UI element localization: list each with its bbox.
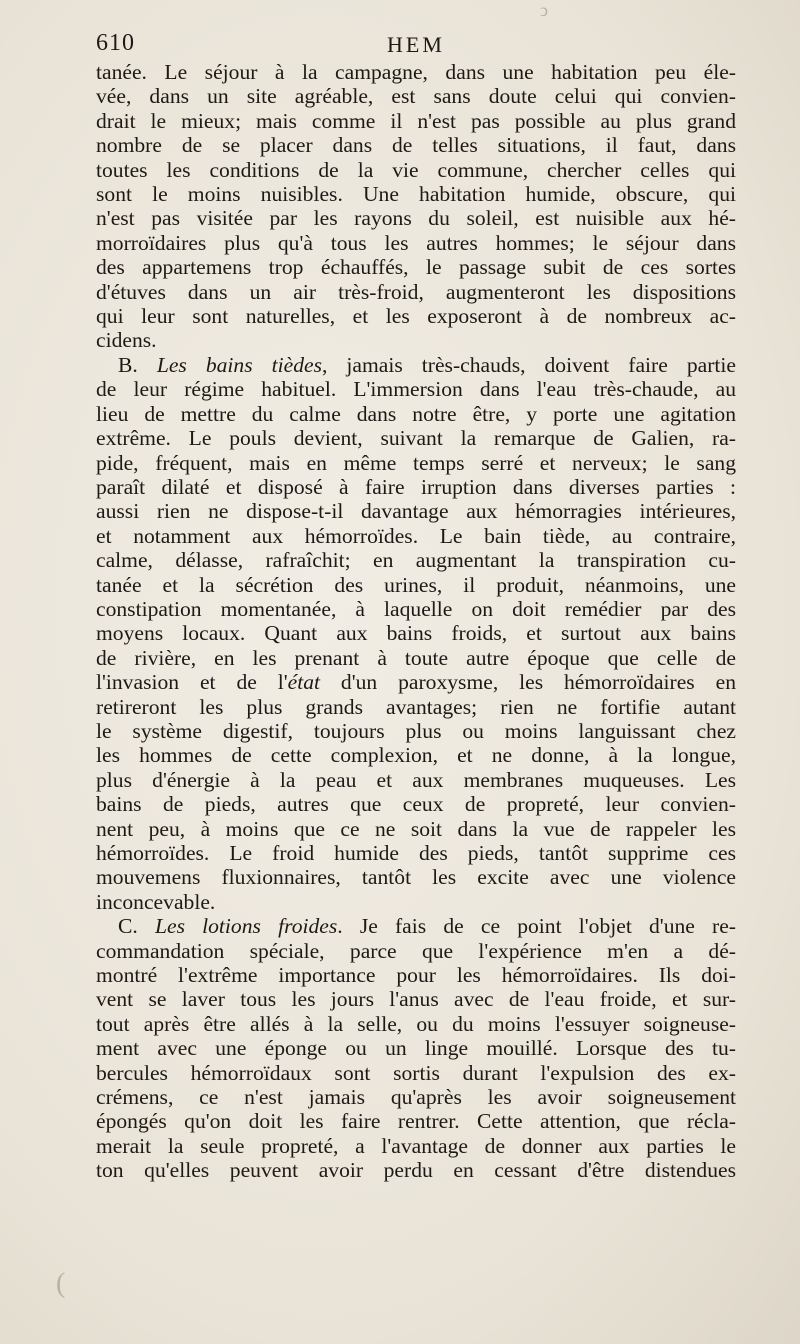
line-text: . Je fais de ce point l'objet d'une re- bbox=[337, 914, 736, 939]
text-line bbox=[96, 426, 736, 450]
line-text: constipation momentanée, à laquelle on doit remédier par des bbox=[96, 596, 736, 621]
line-text: les hommes de cette complexion, et ne donne, à la longue, bbox=[96, 743, 736, 768]
line-text: hémorroïdes. Le froid humide des pieds, tantôt supprime ces bbox=[96, 841, 736, 865]
line-text: qui leur sont naturelles, et les exposeront à de nombreux ac- bbox=[96, 304, 736, 329]
line-text: tout après être allés à la selle, ou du moins l'essuyer soigneuse- bbox=[96, 1011, 736, 1036]
text-line bbox=[96, 939, 736, 963]
text-line bbox=[96, 499, 736, 523]
text-line bbox=[96, 646, 736, 670]
line-text: n'est pas visitée par les rayons du soleil, est nuisible aux hé- bbox=[96, 206, 736, 231]
text-line bbox=[96, 914, 736, 938]
line-text: le système digestif, toujours plus ou moins languissant chez bbox=[96, 718, 736, 743]
line-text: sont le moins nuisibles. Une habitation humide, obscure, qui bbox=[96, 182, 736, 207]
bottom-corner-mark: ( bbox=[56, 1268, 66, 1299]
text-line bbox=[96, 475, 736, 499]
line-text: tanée et la sécrétion des urines, il produit, néanmoins, une bbox=[96, 572, 736, 597]
line-text: extrême. Le pouls devient, suivant la remarque de Galien, ra- bbox=[96, 426, 736, 451]
line-text: pide, fréquent, mais en même temps serré et nerveux; le sang bbox=[96, 450, 736, 475]
line-text: de leur régime habituel. L'immersion dans l'eau très-chaude, au bbox=[96, 377, 736, 402]
text-line bbox=[96, 695, 736, 719]
line-text: calme, délasse, rafraîchit; en augmentant la transpiration cu- bbox=[96, 548, 736, 573]
line-text: vée, dans un site agréable, est sans doute celui qui convien- bbox=[96, 84, 736, 109]
line-text: tanée. Le séjour à la campagne, dans une habitation peu éle- bbox=[96, 60, 736, 84]
text-line bbox=[96, 768, 736, 792]
running-head: HEM bbox=[387, 32, 445, 57]
text-line bbox=[96, 133, 736, 157]
line-text: des appartemens trop échauffés, le passage subit de ces sortes bbox=[96, 255, 736, 280]
text-line bbox=[96, 353, 736, 377]
line-text: d'étuves dans un air très-froid, augmenteront les dispositions bbox=[96, 279, 736, 304]
text-line bbox=[96, 1012, 736, 1036]
text-line bbox=[96, 597, 736, 621]
text-line bbox=[96, 743, 736, 767]
line-prefix: l'invasion et de l' bbox=[96, 670, 288, 695]
line-text: , jamais très-chauds, doivent faire partie bbox=[321, 352, 736, 377]
line-text: nent peu, à moins que ce ne soit dans la vue de rappeler les bbox=[96, 816, 736, 841]
line-text: ton qu'elles peuvent avoir perdu en cessant d'être distendues bbox=[96, 1158, 736, 1183]
line-text: ment avec une éponge ou un linge mouillé. Lorsque des tu- bbox=[96, 1036, 736, 1061]
text-line bbox=[96, 84, 736, 108]
line-text: moyens locaux. Quant aux bains froids, et surtout aux bains bbox=[96, 621, 736, 646]
line-text: bains de pieds, autres que ceux de propreté, leur convien- bbox=[96, 792, 736, 817]
text-line bbox=[96, 451, 736, 475]
text-line bbox=[96, 524, 736, 548]
text-line bbox=[96, 109, 736, 133]
text-line bbox=[96, 1036, 736, 1060]
line-text: épongés qu'on doit les faire rentrer. Cette attention, que récla- bbox=[96, 1109, 736, 1134]
line-text: inconcevable. bbox=[96, 889, 216, 914]
line-text: montré l'extrême importance pour les hémorroïdaires. Ils doi- bbox=[96, 963, 736, 988]
italic-phrase: Les bains tièdes bbox=[156, 352, 322, 377]
text-line bbox=[96, 182, 736, 206]
line-text: bercules hémorroïdaux sont sortis durant l'expulsion des ex- bbox=[96, 1060, 736, 1085]
top-edge-mark: ↄ bbox=[540, 0, 548, 20]
line-text: retireront les plus grands avantages; rien ne fortifie autant bbox=[96, 694, 736, 719]
text-line bbox=[96, 865, 736, 889]
text-line bbox=[96, 1085, 736, 1109]
text-line bbox=[96, 1109, 736, 1133]
line-text: cidens. bbox=[96, 328, 157, 353]
text-line bbox=[96, 573, 736, 597]
line-text: commandation spéciale, parce que l'expérience m'en a dé- bbox=[96, 938, 736, 963]
line-text: crémens, ce n'est jamais qu'après les avoir soigneusement bbox=[96, 1085, 736, 1110]
line-text: merait la seule propreté, a l'avantage de donner aux parties le bbox=[96, 1133, 736, 1158]
line-text: nombre de se placer dans de telles situations, il faut, dans bbox=[96, 133, 736, 158]
line-text: plus d'énergie à la peau et aux membranes muqueuses. Les bbox=[96, 767, 736, 792]
line-prefix: B. bbox=[118, 352, 157, 377]
line-text: mouvemens fluxionnaires, tantôt les excite avec une violence bbox=[96, 865, 736, 890]
line-prefix: C. bbox=[118, 914, 155, 939]
line-text: de rivière, en les prenant à toute autre époque que celle de bbox=[96, 645, 736, 670]
text-line bbox=[96, 621, 736, 645]
text-line bbox=[96, 280, 736, 304]
line-text: paraît dilaté et disposé à faire irruption dans diverses parties : bbox=[96, 474, 736, 499]
italic-phrase: Les lotions froides bbox=[154, 914, 338, 939]
text-line bbox=[96, 158, 736, 182]
text-line bbox=[96, 377, 736, 401]
text-line bbox=[96, 792, 736, 816]
line-text: drait le mieux; mais comme il n'est pas possible au plus grand bbox=[96, 108, 736, 133]
text-line bbox=[96, 231, 736, 255]
text-line bbox=[96, 1134, 736, 1158]
line-text: d'un paroxysme, les hémorroïdaires en bbox=[320, 670, 736, 695]
text-line bbox=[96, 304, 736, 328]
text-line bbox=[96, 548, 736, 572]
text-line bbox=[96, 1158, 736, 1182]
text-line bbox=[96, 963, 736, 987]
text-line bbox=[96, 841, 736, 865]
line-text: et notamment aux hémorroïdes. Le bain tiède, au contraire, bbox=[96, 523, 736, 548]
line-text: vent se laver tous les jours l'anus avec de l'eau froide, et sur- bbox=[96, 987, 736, 1012]
line-text: morroïdaires plus qu'à tous les autres hommes; le séjour dans bbox=[96, 230, 736, 255]
text-line bbox=[96, 890, 736, 914]
text-line bbox=[96, 328, 736, 352]
text-line bbox=[96, 402, 736, 426]
page-header bbox=[96, 30, 736, 64]
text-line bbox=[96, 206, 736, 230]
text-line bbox=[96, 817, 736, 841]
text-line bbox=[96, 255, 736, 279]
page-number: 610 bbox=[96, 30, 135, 56]
line-text: lieu de mettre du calme dans notre être, y porte une agitation bbox=[96, 401, 736, 426]
text-line bbox=[96, 60, 736, 84]
text-line bbox=[96, 670, 736, 694]
body-text bbox=[96, 60, 736, 1183]
text-line bbox=[96, 987, 736, 1011]
text-line bbox=[96, 1061, 736, 1085]
italic-phrase: état bbox=[287, 670, 320, 695]
line-text: toutes les conditions de la vie commune, chercher celles qui bbox=[96, 157, 736, 182]
line-text: aussi rien ne dispose-t-il davantage aux hémorragies intérieures, bbox=[96, 499, 736, 524]
text-line bbox=[96, 719, 736, 743]
